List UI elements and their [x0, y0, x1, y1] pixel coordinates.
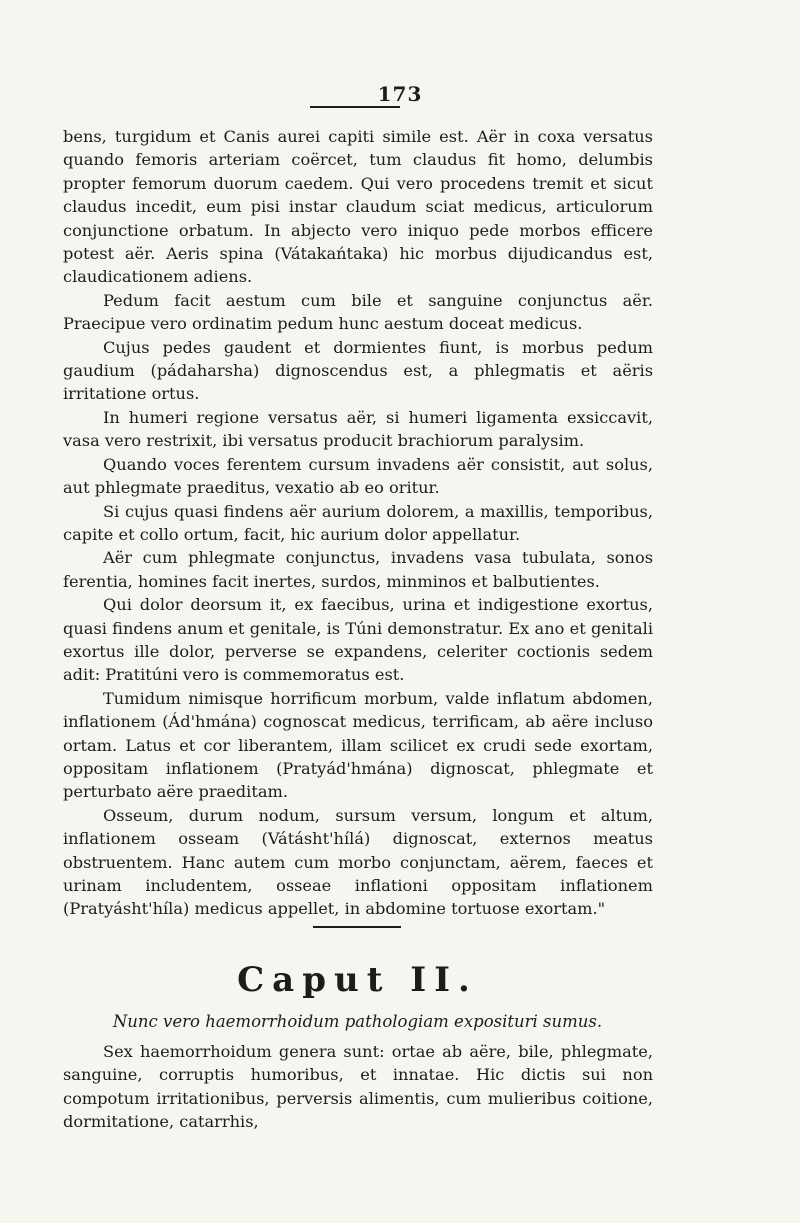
paragraph: Si cujus quasi findens aër aurium dolorem, a maxillis, temporibus, capite et collo ortum, facit, hic aurium dolor appellatur.: [63, 501, 653, 544]
paragraph: Osseum, durum nodum, sursum versum, longum et altum, inflationem osseam (Vátásht'hílá) dignoscat, externos meatus obstruentem. Hanc autem cum morbo conjunctam, aërem, faeces et urinam includentem, osseae inflationi oppositam inflationem (Pratyásht'híla) medicus appellet, in abdomine tortuose exortam.": [63, 805, 653, 919]
section-divider: [313, 926, 401, 928]
chapter-subheading: Nunc vero haemorrhoidum pathologiam exposituri sumus.: [112, 1012, 603, 1031]
paragraph: Qui dolor deorsum it, ex faecibus, urina et indigestione exortus, quasi findens anum et genitale, is Túni demonstratur. Ex ano et genitali exortus ille dolor, perverse se expandens, celeriter coctionis sedem adit: Pratitúni vero is commemoratus est.: [63, 595, 653, 685]
header-rule: [310, 106, 400, 108]
chapter-heading: Caput II.: [237, 960, 478, 1000]
paragraph: Cujus pedes gaudent et dormientes fiunt, is morbus pedum gaudium (pádaharsha) dignoscendus est, a phlegmatis et aëris irritatione ortus.: [63, 337, 653, 404]
page-number: 173: [377, 82, 423, 106]
main-text: [63, 125, 653, 921]
paragraph: In humeri regione versatus aër, si humeri ligamenta exsiccavit, vasa vero restrixit, ibi versatus producit brachiorum paralysim.: [63, 407, 653, 451]
chapter-text: [63, 1040, 653, 1134]
paragraph: Aër cum phlegmate conjunctus, invadens vasa tubulata, sonos ferentia, homines facit inertes, surdos, minminos et balbutientes.: [63, 548, 653, 591]
paragraph: Sex haemorrhoidum genera sunt: ortae ab aëre, bile, phlegmate, sanguine, corruptis humoribus, et innatae. Hic dictis sui non compotum irritationibus, perversis alimentis, cum mulieribus coitione, dormitatione, catarrhis,: [63, 1042, 653, 1132]
paragraph: Pedum facit aestum cum bile et sanguine conjunctus aër. Praecipue vero ordinatim pedum hunc aestum doceat medicus.: [63, 290, 653, 334]
paragraph: Quando voces ferentem cursum invadens aër consistit, aut solus, aut phlegmate praeditus, vexatio ab eo oritur.: [63, 454, 653, 498]
paragraph: Tumidum nimisque horrificum morbum, valde inflatum abdomen, inflationem (Ád'hmána) cognoscat medicus, terrificam, ab aëre incluso ortam. Latus et cor liberantem, illam scilicet ex crudi sede exortam, oppositam inflationem (Pratyád'hmána) dignoscat, phlegmate et perturbato aëre praeditam.: [63, 688, 653, 802]
paragraph: bens, turgidum et Canis aurei capiti simile est. Aër in coxa versatus quando femoris arteriam coërcet, tum claudus fit homo, delumbis propter femorum duorum caedem. Qui vero procedens tremit et sicut claudus incedit, eum pisi instar claudum sciat medicus, articulorum conjunctione orbatum. In abjecto vero iniquo pede morbos efficere potest aër. Aeris spina (Vátakańtaka) hic morbus dijudicandus est, claudicationem adiens.: [63, 127, 653, 287]
